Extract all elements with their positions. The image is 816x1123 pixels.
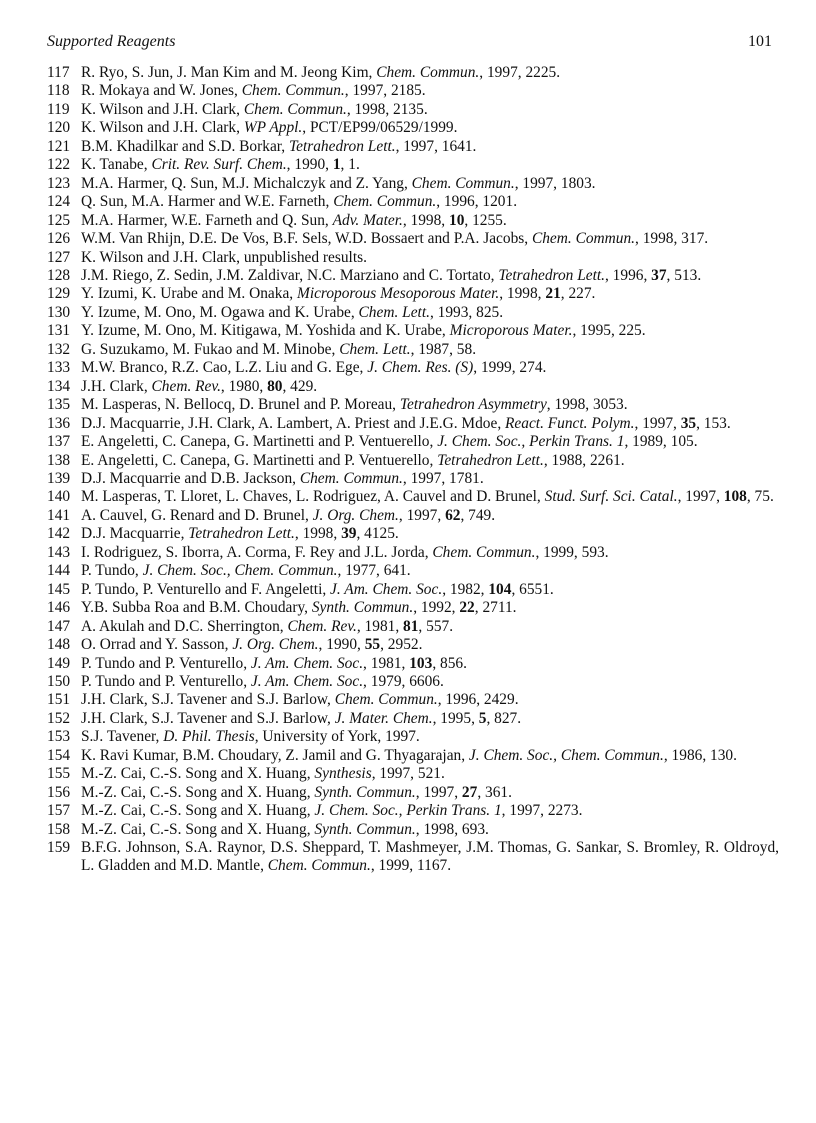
reference-text xyxy=(81,304,779,322)
reference-segment: G. Suzukamo, M. Fukao and M. Minobe, xyxy=(81,340,340,358)
reference-number: 136 xyxy=(47,414,71,432)
reference-segment: , 1989, 105. xyxy=(624,433,698,451)
reference-text xyxy=(81,267,779,285)
reference-segment: , 1996, 2429. xyxy=(437,691,519,709)
reference-segment: , 1997, xyxy=(634,414,681,432)
reference-entry xyxy=(47,802,779,820)
reference-text xyxy=(81,119,779,137)
reference-entry xyxy=(47,691,779,709)
reference-segment: , 1997, xyxy=(398,506,446,524)
reference-segment: W.M. Van Rhijn, D.E. De Vos, B.F. Sels, W.D. Bossaert and P.A. Jacobs, xyxy=(81,230,532,248)
reference-segment: , 1995, xyxy=(432,709,479,727)
reference-segment: , 2952. xyxy=(380,636,423,654)
reference-entry xyxy=(47,821,779,839)
reference-segment: , 1997, 1781. xyxy=(402,469,484,487)
reference-segment: J.H. Clark, xyxy=(81,377,152,395)
reference-segment: K. Wilson and J.H. Clark, xyxy=(81,100,244,118)
reference-segment: M.-Z. Cai, C.-S. Song and X. Huang, xyxy=(81,802,315,820)
reference-text xyxy=(81,82,779,100)
reference-number: 117 xyxy=(47,64,70,81)
reference-number: 134 xyxy=(47,377,71,395)
reference-text xyxy=(81,433,779,451)
reference-segment: B.F.G. Johnson, S.A. Raynor, D.S. Sheppard, T. Mashmeyer, J.M. Thomas, G. Sankar, S. Bromley, R. Oldroyd, L. Gladden and M.D. Mantle, xyxy=(81,839,779,875)
reference-segment: , 1999, 1167. xyxy=(370,857,452,875)
reference-segment: Q. Sun, M.A. Harmer and W.E. Farneth, xyxy=(81,193,334,211)
journal-title: J. Chem. Soc., Perkin Trans. 1 xyxy=(314,802,502,820)
volume-number: 5 xyxy=(478,709,487,727)
reference-entry xyxy=(47,747,779,765)
reference-segment: K. Tanabe, xyxy=(81,156,152,174)
volume-number: 108 xyxy=(723,488,747,506)
volume-number: 39 xyxy=(341,525,357,543)
reference-text xyxy=(81,470,779,488)
journal-title: Tetrahedron Lett. xyxy=(437,451,544,469)
reference-segment: J.H. Clark, S.J. Tavener and S.J. Barlow, xyxy=(81,709,335,727)
journal-title: Microporous Mesoporous Mater. xyxy=(297,285,500,303)
journal-title: J. Am. Chem. Soc. xyxy=(330,580,443,598)
volume-number: 22 xyxy=(459,599,475,617)
reference-segment: , 75. xyxy=(746,488,774,506)
reference-segment: , 1997, 521. xyxy=(371,765,445,783)
reference-segment: , 4125. xyxy=(356,525,399,543)
reference-number: 130 xyxy=(47,303,71,321)
journal-title: Chem. Lett. xyxy=(358,303,430,321)
reference-entry xyxy=(47,396,779,414)
reference-segment: I. Rodriguez, S. Iborra, A. Corma, F. Rey and J.L. Jorda, xyxy=(81,543,433,561)
reference-segment: K. Wilson and J.H. Clark, xyxy=(81,119,244,137)
reference-number: 127 xyxy=(47,248,71,266)
reference-segment: , 1992, xyxy=(413,599,460,617)
reference-text xyxy=(81,581,779,599)
reference-entry xyxy=(47,636,779,654)
reference-segment: P. Tundo, P. Venturello and F. Angeletti, xyxy=(81,580,331,598)
reference-text xyxy=(81,525,779,543)
reference-number: 137 xyxy=(47,433,71,451)
reference-entry xyxy=(47,581,779,599)
reference-text xyxy=(81,415,779,433)
reference-number: 150 xyxy=(47,672,71,690)
volume-number: 62 xyxy=(445,506,461,524)
journal-title: Chem. Commun. xyxy=(411,174,515,192)
reference-text xyxy=(81,101,779,119)
reference-text xyxy=(81,359,779,377)
reference-segment: , 429. xyxy=(282,377,318,395)
journal-title: J. Chem. Soc., Chem. Commun. xyxy=(142,562,338,580)
reference-segment: , 1999, 274. xyxy=(473,359,547,377)
volume-number: 1 xyxy=(332,156,341,174)
journal-title: J. Am. Chem. Soc. xyxy=(250,672,364,690)
journal-title: J. Chem. Res. (S) xyxy=(367,359,474,377)
journal-title: D. Phil. Thesis xyxy=(163,728,255,746)
journal-title: Synthesis xyxy=(314,765,372,783)
reference-entry xyxy=(47,359,779,377)
reference-text xyxy=(81,230,779,248)
reference-number: 135 xyxy=(47,396,71,414)
reference-segment: M. Lasperas, T. Lloret, L. Chaves, L. Rodriguez, A. Cauvel and D. Brunel, xyxy=(81,488,545,506)
reference-number: 151 xyxy=(47,691,71,709)
reference-entry xyxy=(47,433,779,451)
journal-title: Crit. Rev. Surf. Chem. xyxy=(151,156,287,174)
reference-segment: M.-Z. Cai, C.-S. Song and X. Huang, xyxy=(81,765,315,783)
reference-text xyxy=(81,156,779,174)
reference-segment: , 2711. xyxy=(474,599,517,617)
journal-title: Synth. Commun. xyxy=(311,599,414,617)
reference-text xyxy=(81,747,779,765)
reference-segment: , 1981, xyxy=(356,617,404,635)
reference-segment: , 749. xyxy=(460,506,496,524)
reference-number: 128 xyxy=(47,266,71,284)
reference-number: 146 xyxy=(47,599,71,617)
reference-number: 147 xyxy=(47,617,71,635)
reference-number: 132 xyxy=(47,340,71,358)
journal-title: Chem. Commun. xyxy=(531,230,635,248)
reference-segment: , 1998, 3053. xyxy=(546,396,628,414)
reference-text xyxy=(81,322,779,340)
reference-segment: , 1998, 693. xyxy=(415,820,489,838)
journal-title: Microporous Mater. xyxy=(449,322,573,340)
reference-segment: Y.B. Subba Roa and B.M. Choudary, xyxy=(81,599,312,617)
journal-title: Stud. Surf. Sci. Catal. xyxy=(544,488,678,506)
reference-entry xyxy=(47,710,779,728)
reference-number: 153 xyxy=(47,728,71,746)
reference-entry xyxy=(47,212,779,230)
reference-segment: , 6551. xyxy=(511,580,554,598)
reference-number: 141 xyxy=(47,506,71,524)
reference-segment: D.J. Macquarrie, xyxy=(81,525,189,543)
reference-text xyxy=(81,599,779,617)
reference-segment: , 1998, 317. xyxy=(635,230,709,248)
reference-entry xyxy=(47,673,779,691)
reference-entry xyxy=(47,415,779,433)
reference-entry xyxy=(47,378,779,396)
volume-number: 81 xyxy=(403,617,419,635)
reference-text xyxy=(81,728,779,746)
reference-text xyxy=(81,562,779,580)
reference-number: 144 xyxy=(47,562,71,580)
reference-segment: , 1977, 641. xyxy=(337,562,411,580)
reference-segment: , 1998, 2135. xyxy=(346,100,428,118)
reference-entry xyxy=(47,138,779,156)
reference-text xyxy=(81,802,779,820)
reference-entry xyxy=(47,599,779,617)
reference-segment: , 1990, xyxy=(286,156,333,174)
journal-title: J. Chem. Soc., Chem. Commun. xyxy=(468,746,664,764)
reference-number: 140 xyxy=(47,488,71,506)
reference-segment: , 1988, 2261. xyxy=(543,451,625,469)
reference-segment: , 1997, 2185. xyxy=(344,82,426,100)
reference-segment: M.A. Harmer, W.E. Farneth and Q. Sun, xyxy=(81,211,333,229)
reference-text xyxy=(81,839,779,876)
reference-number: 154 xyxy=(47,746,71,764)
journal-title: WP Appl. xyxy=(243,119,303,137)
reference-segment: , 1995, 225. xyxy=(572,322,646,340)
reference-segment: , PCT/EP99/06529/1999. xyxy=(302,119,458,137)
reference-segment: M. Lasperas, N. Bellocq, D. Brunel and P. Moreau, xyxy=(81,396,400,414)
reference-segment: P. Tundo and P. Venturello, xyxy=(81,672,251,690)
reference-text xyxy=(81,655,779,673)
reference-segment: M.-Z. Cai, C.-S. Song and X. Huang, xyxy=(81,820,315,838)
page-number: 101 xyxy=(748,33,772,50)
reference-segment: S.J. Tavener, xyxy=(81,728,164,746)
reference-number: 131 xyxy=(47,322,71,340)
reference-segment: , 1987, 58. xyxy=(410,340,477,358)
reference-entry xyxy=(47,839,779,876)
reference-number: 120 xyxy=(47,119,71,137)
reference-entry xyxy=(47,655,779,673)
reference-number: 149 xyxy=(47,654,71,672)
reference-number: 155 xyxy=(47,765,71,783)
reference-segment: M.-Z. Cai, C.-S. Song and X. Huang, xyxy=(81,783,315,801)
reference-segment: K. Wilson and J.H. Clark, unpublished results. xyxy=(81,248,367,266)
volume-number: 10 xyxy=(449,211,465,229)
running-title: Supported Reagents xyxy=(47,33,176,50)
reference-segment: A. Cauvel, G. Renard and D. Brunel, xyxy=(81,506,313,524)
reference-segment: E. Angeletti, C. Canepa, G. Martinetti and P. Ventuerello, xyxy=(81,451,438,469)
reference-segment: M.W. Branco, R.Z. Cao, L.Z. Liu and G. Ege, xyxy=(81,359,368,377)
reference-entry xyxy=(47,765,779,783)
reference-text xyxy=(81,378,779,396)
reference-number: 121 xyxy=(47,137,71,155)
volume-number: 55 xyxy=(364,636,381,654)
reference-segment: D.J. Macquarrie and D.B. Jackson, xyxy=(81,469,300,487)
reference-text xyxy=(81,193,779,211)
journal-title: Adv. Mater. xyxy=(332,211,403,229)
reference-text xyxy=(81,710,779,728)
reference-text xyxy=(81,691,779,709)
reference-number: 157 xyxy=(47,802,71,820)
reference-segment: O. Orrad and Y. Sasson, xyxy=(81,636,233,654)
reference-text xyxy=(81,285,779,303)
reference-entry xyxy=(47,618,779,636)
reference-segment: D.J. Macquarrie, J.H. Clark, A. Lambert, A. Priest and J.E.G. Mdoe, xyxy=(81,414,506,432)
reference-segment: J.H. Clark, S.J. Tavener and S.J. Barlow, xyxy=(81,691,335,709)
reference-segment: Y. Izume, M. Ono, M. Ogawa and K. Urabe, xyxy=(81,303,359,321)
volume-number: 21 xyxy=(545,285,561,303)
reference-number: 145 xyxy=(47,580,71,598)
reference-entry xyxy=(47,507,779,525)
reference-number: 118 xyxy=(47,82,70,100)
reference-number: 119 xyxy=(47,100,70,118)
reference-number: 129 xyxy=(47,285,71,303)
journal-title: J. Org. Chem. xyxy=(312,506,399,524)
reference-entry xyxy=(47,285,779,303)
reference-segment: , 1997, 1641. xyxy=(395,137,477,155)
reference-entry xyxy=(47,562,779,580)
reference-number: 152 xyxy=(47,709,71,727)
journal-title: Chem. Commun. xyxy=(299,469,403,487)
reference-entry xyxy=(47,341,779,359)
reference-entry xyxy=(47,267,779,285)
reference-text xyxy=(81,249,779,267)
reference-text xyxy=(81,175,779,193)
reference-segment: , 1997, xyxy=(415,783,462,801)
journal-title: Chem. Commun. xyxy=(243,100,347,118)
reference-entry xyxy=(47,728,779,746)
reference-text xyxy=(81,488,779,506)
reference-entry xyxy=(47,156,779,174)
reference-number: 125 xyxy=(47,211,71,229)
reference-number: 148 xyxy=(47,636,71,654)
reference-segment: , 1255. xyxy=(464,211,507,229)
reference-number: 143 xyxy=(47,543,71,561)
volume-number: 80 xyxy=(267,377,283,395)
reference-text xyxy=(81,507,779,525)
journal-title: Chem. Rev. xyxy=(287,617,357,635)
reference-entry xyxy=(47,82,779,100)
journal-title: Chem. Commun. xyxy=(333,193,437,211)
reference-segment: M.A. Harmer, Q. Sun, M.J. Michalczyk and Z. Yang, xyxy=(81,174,412,192)
reference-segment: E. Angeletti, C. Canepa, G. Martinetti and P. Ventuerello, xyxy=(81,433,438,451)
journal-title: Tetrahedron Lett. xyxy=(288,137,396,155)
journal-title: Tetrahedron Lett. xyxy=(498,266,605,284)
reference-text xyxy=(81,673,779,691)
journal-title: Synth. Commun. xyxy=(314,783,416,801)
reference-segment: , 1980, xyxy=(220,377,268,395)
reference-number: 124 xyxy=(47,193,71,211)
reference-segment: , 1998, xyxy=(499,285,546,303)
reference-entry xyxy=(47,193,779,211)
running-head xyxy=(47,33,772,55)
journal-title: J. Org. Chem. xyxy=(232,636,319,654)
journal-title: J. Am. Chem. Soc. xyxy=(250,654,364,672)
volume-number: 104 xyxy=(488,580,512,598)
reference-text xyxy=(81,64,779,82)
reference-text xyxy=(81,452,779,470)
volume-number: 103 xyxy=(409,654,433,672)
reference-entry xyxy=(47,304,779,322)
reference-segment: , 1999, 593. xyxy=(535,543,609,561)
reference-list xyxy=(47,64,779,876)
volume-number: 35 xyxy=(680,414,697,432)
reference-segment: P. Tundo, xyxy=(81,562,143,580)
reference-segment: , 856. xyxy=(432,654,467,672)
reference-segment: , 1. xyxy=(340,156,360,174)
journal-title: Chem. Commun. xyxy=(376,64,480,81)
reference-segment: , 1982, xyxy=(442,580,489,598)
reference-number: 138 xyxy=(47,451,71,469)
journal-title: Chem. Commun. xyxy=(432,543,536,561)
reference-entry xyxy=(47,525,779,543)
reference-number: 139 xyxy=(47,469,71,487)
journal-title: Synth. Commun. xyxy=(314,820,416,838)
journal-title: Tetrahedron Lett. xyxy=(188,525,295,543)
reference-segment: , 1990, xyxy=(318,636,365,654)
reference-segment: , 1996, 1201. xyxy=(436,193,518,211)
reference-segment: , 1998, xyxy=(402,211,449,229)
reference-segment: R. Mokaya and W. Jones, xyxy=(81,82,242,100)
reference-text xyxy=(81,544,779,562)
reference-number: 123 xyxy=(47,174,71,192)
reference-segment: K. Ravi Kumar, B.M. Choudary, Z. Jamil and G. Thyagarajan, xyxy=(81,746,469,764)
reference-segment: B.M. Khadilkar and S.D. Borkar, xyxy=(81,137,289,155)
journal-title: Chem. Rev. xyxy=(151,377,221,395)
reference-segment: , 1996, xyxy=(604,266,652,284)
reference-segment: A. Akulah and D.C. Sherrington, xyxy=(81,617,288,635)
reference-segment: , 227. xyxy=(560,285,596,303)
reference-segment: Y. Izumi, K. Urabe and M. Onaka, xyxy=(81,285,297,303)
reference-segment: , 361. xyxy=(477,783,512,801)
reference-segment: , 557. xyxy=(418,617,454,635)
reference-text xyxy=(81,765,779,783)
reference-segment: , 1979, 6606. xyxy=(363,672,444,690)
reference-segment: J.M. Riego, Z. Sedin, J.M. Zaldivar, N.C. Marziano and C. Tortato, xyxy=(81,266,499,284)
reference-segment: , 1997, 2273. xyxy=(501,802,583,820)
reference-segment: , 1998, xyxy=(294,525,342,543)
journal-title: React. Funct. Polym. xyxy=(505,414,635,432)
reference-text xyxy=(81,821,779,839)
journal-title: Chem. Commun. xyxy=(241,82,345,100)
reference-entry xyxy=(47,64,779,82)
reference-segment: , 153. xyxy=(696,414,731,432)
reference-text xyxy=(81,784,779,802)
journal-title: Chem. Commun. xyxy=(267,857,371,875)
reference-segment: , 513. xyxy=(666,266,702,284)
reference-segment: , 1997, 1803. xyxy=(514,174,596,192)
reference-entry xyxy=(47,119,779,137)
reference-number: 122 xyxy=(47,156,71,174)
reference-segment: R. Ryo, S. Jun, J. Man Kim and M. Jeong Kim, xyxy=(81,64,377,81)
reference-text xyxy=(81,138,779,156)
reference-number: 159 xyxy=(47,839,71,857)
volume-number: 27 xyxy=(461,783,478,801)
reference-entry xyxy=(47,488,779,506)
reference-text xyxy=(81,212,779,230)
reference-entry xyxy=(47,784,779,802)
reference-entry xyxy=(47,470,779,488)
reference-segment: , 1997, xyxy=(677,488,724,506)
reference-entry xyxy=(47,452,779,470)
reference-segment: , 827. xyxy=(486,709,522,727)
reference-number: 133 xyxy=(47,359,71,377)
reference-entry xyxy=(47,544,779,562)
reference-text xyxy=(81,618,779,636)
journal-title: Chem. Commun. xyxy=(334,691,438,709)
reference-entry xyxy=(47,249,779,267)
reference-segment: P. Tundo and P. Venturello, xyxy=(81,654,251,672)
reference-number: 156 xyxy=(47,783,71,801)
reference-segment: , 1981, xyxy=(363,654,410,672)
reference-number: 142 xyxy=(47,525,71,543)
reference-segment: , 1997, 2225. xyxy=(479,64,561,81)
reference-entry xyxy=(47,101,779,119)
reference-text xyxy=(81,636,779,654)
reference-number: 126 xyxy=(47,230,71,248)
journal-title: J. Mater. Chem. xyxy=(334,709,433,727)
reference-entry xyxy=(47,230,779,248)
journal-title: J. Chem. Soc., Perkin Trans. 1 xyxy=(437,433,625,451)
reference-text xyxy=(81,341,779,359)
reference-segment: , University of York, 1997. xyxy=(254,728,420,746)
reference-text xyxy=(81,396,779,414)
reference-segment: , 1986, 130. xyxy=(663,746,737,764)
volume-number: 37 xyxy=(651,266,667,284)
reference-number: 158 xyxy=(47,820,71,838)
journal-title: Tetrahedron Asymmetry xyxy=(399,396,547,414)
reference-entry xyxy=(47,322,779,340)
reference-segment: Y. Izume, M. Ono, M. Kitigawa, M. Yoshida and K. Urabe, xyxy=(81,322,450,340)
journal-title: Chem. Lett. xyxy=(339,340,411,358)
reference-entry xyxy=(47,175,779,193)
reference-segment: , 1993, 825. xyxy=(429,303,504,321)
